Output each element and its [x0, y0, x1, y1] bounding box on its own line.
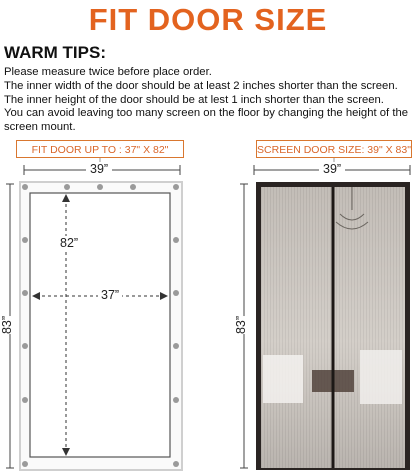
tip-item: The inner height of the door should be at lest 1 inch shorter than the screen. — [4, 93, 384, 106]
inner-width-label: 37” — [98, 288, 122, 302]
left-outer-height-label: 83” — [0, 315, 15, 335]
room-armchair — [360, 350, 402, 404]
room-sofa — [263, 355, 303, 403]
screen-size-label: SCREEN DOOR SIZE: 39" X 83" — [256, 140, 412, 158]
right-outer-width-label: 39” — [319, 162, 345, 176]
tip-item: Please measure twice before place order. — [4, 66, 212, 78]
page-title: FIT DOOR SIZE — [88, 2, 328, 37]
tip-item: You can avoid leaving too many screen on the floor by changing the height of the — [4, 107, 409, 120]
left-outer-width-label: 39” — [86, 162, 112, 176]
tip-item: The inner width of the door should be at least 2 inches shorter than the screen. — [4, 79, 398, 92]
door-inner-opening — [30, 193, 170, 457]
tip-item: screen mount. — [4, 121, 76, 134]
right-outer-height-label: 83” — [234, 315, 249, 335]
tips-heading: WARM TIPS: — [4, 43, 106, 62]
fit-door-label: FIT DOOR UP TO : 37" X 82" — [16, 140, 184, 158]
inner-height-label: 82” — [60, 236, 79, 250]
